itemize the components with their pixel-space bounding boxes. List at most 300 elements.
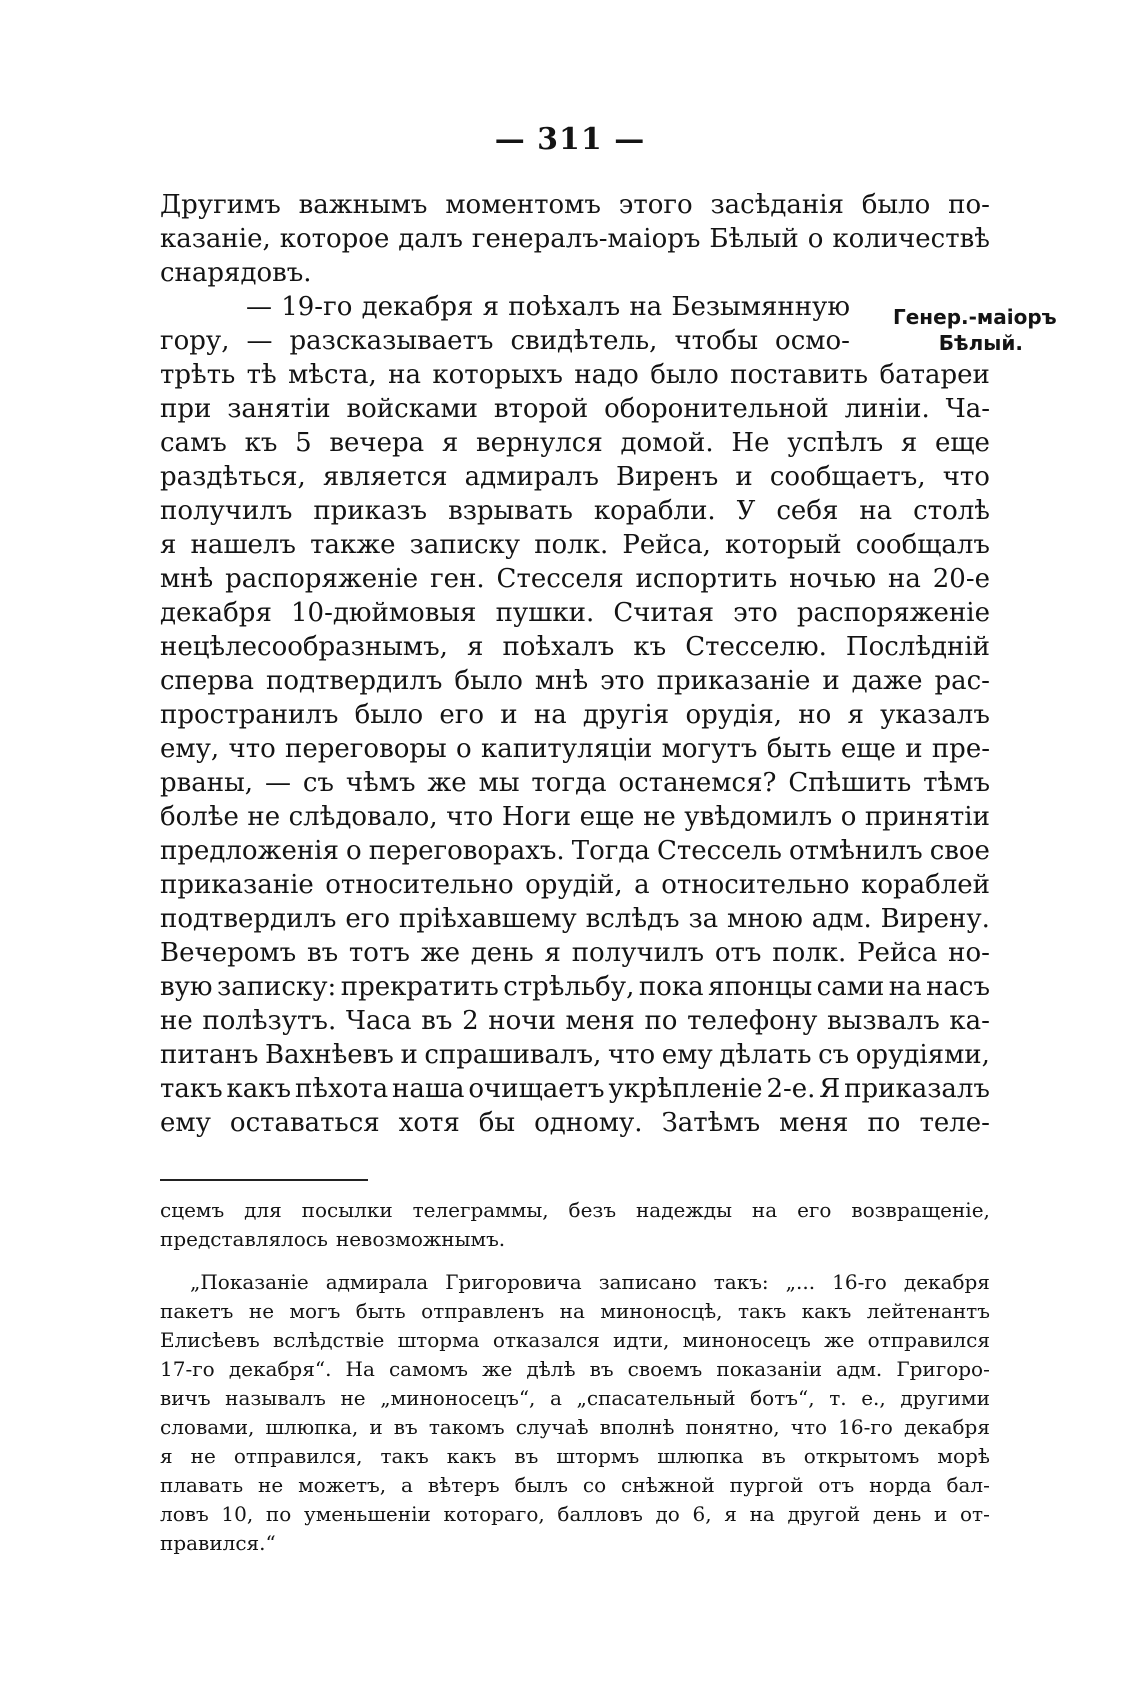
word: Ноги [501,802,572,832]
word: наша [392,1074,465,1104]
word: прекратить [340,972,499,1002]
word: адмиралъ [464,462,599,492]
word: ночи [488,1006,556,1036]
word: кораблей [861,870,990,900]
word: меня [779,1108,849,1138]
word: 19-го [281,292,353,322]
word: было [861,190,931,220]
word: нашелъ [190,530,296,560]
word: плавать [160,1473,244,1497]
text-line [160,562,990,596]
word: такъ [380,1444,429,1468]
word: мною [727,904,803,934]
word: испортить [635,564,778,594]
word: я [160,1444,173,1468]
word: это [600,666,645,696]
word: не [643,802,676,832]
word: нецѣлесообразнымъ, [160,632,448,662]
word: относительно [661,870,850,900]
word: же [427,768,467,798]
word: подтвердилъ [160,904,337,934]
word: — [246,326,273,356]
word: адмирала [325,1270,429,1294]
word: же [482,1357,513,1381]
word: останемся? [618,768,777,798]
word: Вечеромъ [160,938,297,968]
word: Я [819,1074,841,1104]
word: Елисѣевъ [160,1328,260,1352]
word: 20-е [932,564,990,594]
word: а [550,1386,562,1410]
text-line [160,1004,990,1038]
word: второй [493,394,589,424]
word: случаѣ [515,1415,589,1439]
word: сцемъ [160,1198,225,1222]
page-number: — 311 — [494,122,646,157]
word: Рейса [857,938,938,968]
word: войсками [346,394,479,424]
word: 16-го [838,1415,893,1439]
word: который [724,530,842,560]
word: было [454,666,523,696]
word: увѣдомилъ [684,802,833,832]
word: снѣжной [621,1473,715,1497]
word: 6, [692,1502,712,1526]
word: въ [421,1006,453,1036]
text-line [160,256,990,290]
word: я [466,632,484,662]
word: другими [900,1386,990,1410]
word: подтвердилъ [266,666,443,696]
word: полк. [772,938,847,968]
word: я [482,292,500,322]
word: е., [861,1386,886,1410]
word: взрывать [448,496,573,526]
word: и [933,1502,948,1526]
word: что [446,802,494,832]
word: пространилъ [160,700,339,730]
word: Стесселя [496,564,624,594]
word: норда [869,1473,932,1497]
word: на [888,972,922,1002]
word: декабря [903,1270,990,1294]
word: какъ [801,1299,852,1323]
word: сперва [160,666,255,696]
margin-note-name: Бѣлый. [938,331,1023,355]
word: ему [661,1040,713,1070]
word: т. [829,1386,847,1410]
word: Считая [613,598,715,628]
word: телеграммы, [412,1198,549,1222]
word: орудіями, [855,1040,990,1070]
word: ему [160,1108,211,1138]
word: въ [393,1415,418,1439]
word: декабря [361,292,474,322]
word: чѣмъ [345,768,416,798]
word: „... [785,1270,816,1294]
word: съ [818,1040,850,1070]
word: словами, [160,1415,255,1439]
word: Стессель [657,836,782,866]
text-line [160,1038,990,1072]
word: пакетъ [160,1299,234,1323]
word: приказъ [313,496,428,526]
word: о [345,836,362,866]
word: вызвалъ [827,1006,940,1036]
word: бы [478,1108,516,1138]
word: казаніе, [160,224,271,254]
word: пѣхота [294,1074,389,1104]
word: слѣдовало, [288,802,438,832]
word: на [751,1198,778,1222]
word: невозможнымъ. [335,1227,506,1251]
word: Вирену. [880,904,990,934]
word: какъ [226,1074,292,1104]
word: самомъ [388,1357,468,1381]
word: шлюпка [657,1444,744,1468]
word: Бѣлый [709,224,799,254]
word: что [790,1415,828,1439]
word: вслѣдъ [585,904,680,934]
word: но [798,700,832,730]
footnote-line [160,1196,990,1225]
word: вслѣдствіе [272,1328,385,1352]
word: его [345,904,390,934]
word: свое [929,836,990,866]
word: къ [244,428,278,458]
word: представлялось [160,1227,328,1251]
word: У [736,496,756,526]
word: ловъ [160,1502,209,1526]
word: принятіи [864,802,990,832]
word: Спѣшить [788,768,912,798]
word: — [264,768,291,798]
word: Ча- [945,394,990,424]
word: мѣста, [288,360,377,390]
word: орудія, [685,700,783,730]
text-line [160,528,990,562]
word: капитуляціи [480,734,653,764]
word: по- [948,190,990,220]
footnote-line [160,1442,990,1471]
word: рваны, [160,768,254,798]
word: снарядовъ. [160,258,312,288]
word: важнымъ [298,190,428,220]
word: 16-го [832,1270,887,1294]
word: штормъ [556,1444,640,1468]
text-line [160,630,990,664]
word: на [388,360,421,390]
word: распоряженіе [796,598,990,628]
word: от- [959,1502,990,1526]
word: вечера [329,428,425,458]
word: что [607,1040,656,1070]
word: я [847,700,864,730]
word: такъ [737,1299,787,1323]
text-line [160,1106,990,1140]
word: переговорахъ. [368,836,565,866]
word: линіи. [844,394,930,424]
word: еще [935,428,990,458]
word: для [244,1198,282,1222]
word: Стесселю. [685,632,827,662]
word: это [733,598,778,628]
word: записку [409,530,521,560]
word: что [942,462,990,492]
word: получилъ [571,938,705,968]
word: пре- [931,734,990,764]
word: миноносецъ [682,1328,811,1352]
word: а [401,1473,413,1497]
text-line [160,936,990,970]
word: о [456,734,472,764]
word: относительно [325,870,514,900]
word: приказаніе [160,870,314,900]
word: правился.“ [160,1531,276,1555]
word: распоряженіе [225,564,419,594]
word: вую [160,972,213,1002]
word: миноносцѣ, [600,1299,723,1323]
footnote-line [160,1384,990,1413]
word: его [439,700,485,730]
word: быть [766,734,832,764]
word: даже [851,666,923,696]
word: переговоры [285,734,447,764]
word: возвращеніе, [851,1198,990,1222]
word: 2-е. [766,1074,816,1104]
text-line [160,732,990,766]
word: тогда [531,768,607,798]
word: же [420,938,460,968]
word: генералъ-маіоръ [471,224,701,254]
word: Затѣмъ [661,1108,761,1138]
word: вполнѣ [599,1415,675,1439]
word: какъ [446,1444,497,1468]
word: 17-го [160,1357,215,1381]
word: оставаться [229,1108,380,1138]
word: шлюпка, [265,1415,359,1439]
word: японцы [708,972,813,1002]
footnotes [160,1196,990,1558]
word: пріѣхавшему [398,904,577,934]
word: спрашивалъ, [424,1040,602,1070]
footnote-line [160,1471,990,1500]
word: по [265,1502,292,1526]
word: Тогда [571,836,650,866]
word: въ [306,938,339,968]
word: а [634,870,650,900]
word: не [248,1299,275,1323]
word: болѣе [160,802,239,832]
word: и [905,734,923,764]
footnote-line [160,1413,990,1442]
word: еще [840,734,896,764]
word: трѣть [160,360,236,390]
word: 2 [462,1006,479,1036]
text-line [160,800,990,834]
word: телефону [687,1006,818,1036]
word: и [400,1040,418,1070]
text-line [160,222,990,256]
word: полк. [534,530,609,560]
word: пургой [729,1473,804,1497]
word: дѣлать [719,1040,812,1070]
word: показаніи [716,1357,823,1381]
word: также [310,530,396,560]
word: Григоровича [445,1270,582,1294]
word: по [644,1006,678,1036]
word: отказался [492,1328,600,1352]
word: ботъ“, [750,1386,815,1410]
word: домой. [620,428,714,458]
word: о [807,224,824,254]
text-line [160,902,990,936]
word: такъ: [713,1270,769,1294]
word: же [824,1328,855,1352]
text-line [160,494,990,528]
word: оборонительной [604,394,829,424]
word: не [340,1386,366,1410]
word: очищаетъ [468,1074,605,1104]
word: его [797,1198,832,1222]
word: и [500,700,518,730]
word: называлъ [225,1386,326,1410]
word: тѣ [246,360,277,390]
word: 5 [295,428,312,458]
word: Рейса, [622,530,711,560]
word: безъ [568,1198,617,1222]
word: отмѣнилъ [788,836,923,866]
text-line [160,834,990,868]
word: Не [731,428,770,458]
word: по [867,1108,901,1138]
word: поѣхалъ [508,292,621,322]
word: отъ [818,1473,855,1497]
text-line [160,868,990,902]
word: не [247,802,281,832]
margin-note-title: Генер.-маіоръ [893,305,1057,329]
word: со [582,1473,607,1497]
word: занятіи [227,394,331,424]
word: въ [589,1357,614,1381]
word: въ [514,1444,539,1468]
word: былъ [514,1473,568,1497]
word: другія [582,700,670,730]
word: посылки [301,1198,393,1222]
word: но- [948,938,990,968]
text-line [160,664,990,698]
word: — [246,292,272,322]
word: адм. [836,1357,883,1381]
word: вернулся [476,428,603,458]
word: сами [816,972,885,1002]
word: гору, [160,326,230,356]
word: поѣхалъ [502,632,615,662]
word: 10, [221,1502,254,1526]
text-line [160,1072,990,1106]
word: за [688,904,719,934]
word: На [345,1357,375,1381]
word: которыхъ [432,360,563,390]
word: можетъ, [298,1473,387,1497]
word: понятно, [685,1415,780,1439]
text-line [160,188,990,222]
text-line [160,460,990,494]
word: своемъ [627,1357,703,1381]
word: идти, [612,1328,670,1352]
word: насъ [926,972,990,1002]
word: надо [574,360,639,390]
word: было [354,700,424,730]
word: осмо- [775,326,850,356]
main-text [160,188,990,1140]
word: орудій, [525,870,623,900]
word: отъ [714,938,762,968]
word: я [544,938,561,968]
word: декабря“. [228,1357,332,1381]
word: на [533,700,567,730]
word: укрѣпленіе [608,1074,763,1104]
footnote-line [160,1529,990,1558]
word: Послѣдній [845,632,990,662]
word: мы [478,768,520,798]
word: питанъ [160,1040,259,1070]
word: является [322,462,448,492]
word: и [369,1415,383,1439]
word: успѣлъ [787,428,884,458]
word: до [655,1502,680,1526]
word: могутъ [661,734,758,764]
word: мнѣ [160,564,214,594]
word: и [822,666,840,696]
word: могъ [289,1299,341,1323]
footnote-divider [160,1179,368,1181]
word: на [859,496,893,526]
word: пока [638,972,704,1002]
word: было [650,360,719,390]
word: быть [355,1299,406,1323]
word: мнѣ [534,666,589,696]
word: не [258,1473,284,1497]
word: Другимъ [160,190,281,220]
word: рас- [934,666,990,696]
word: я [160,530,177,560]
word: раздѣться, [160,462,306,492]
word: количествѣ [832,224,990,254]
footnote-line [160,1500,990,1529]
word: на [559,1299,585,1323]
word: я [900,428,918,458]
word: ген. [430,564,485,594]
word: дѣлѣ [526,1357,576,1381]
word: себя [776,496,839,526]
word: надежды [635,1198,732,1222]
word: не [160,1006,193,1036]
word: стрѣльбу, [503,972,635,1002]
word: предложенія [160,836,339,866]
word: такъ [160,1074,223,1104]
word: балловъ [557,1502,643,1526]
word: отправился [867,1328,990,1352]
word: полѣзутъ. [202,1006,337,1036]
word: Григоро- [896,1357,990,1381]
footnote-line [160,1355,990,1384]
word: одному. [534,1108,643,1138]
word: Виренъ [615,462,719,492]
word: поставить [730,360,869,390]
word: свидѣтель, [510,326,658,356]
word: пушки. [495,598,595,628]
